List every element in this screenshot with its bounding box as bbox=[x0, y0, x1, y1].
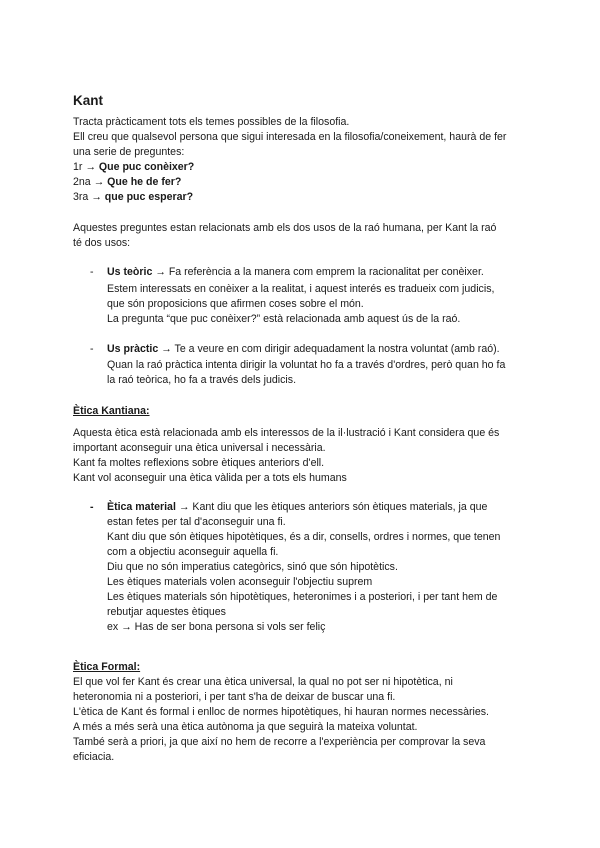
question-2 bbox=[73, 175, 181, 190]
etica-material-line-7: rebutjar aquestes ètiques bbox=[107, 606, 226, 618]
us-practic-heading bbox=[107, 342, 500, 357]
etica-formal-line-6: eficiacia. bbox=[73, 751, 115, 763]
us-practic-line-2: la raó teòrica, ho fa a través dels judicis. bbox=[107, 374, 297, 386]
question-2-prefix: 2na → bbox=[73, 176, 108, 188]
etica-material-line-3: com a objectiu aconseguir aquella fi. bbox=[107, 546, 279, 558]
us-teoric-label: Us teòric bbox=[107, 266, 153, 278]
question-1 bbox=[73, 160, 194, 175]
etica-material-line-4: Diu que no són imperatius categòrics, sinó que són hipotètics. bbox=[107, 561, 398, 573]
etica-kantiana-line-1: Aquesta ètica està relacionada amb els interessos de la il·lustració i Kant considera que és bbox=[73, 427, 500, 439]
uses-intro-line-2: té dos usos: bbox=[73, 237, 131, 249]
bullet-dash: - bbox=[90, 266, 94, 278]
us-teoric-line-2: que són proposicions que afirmen coses sobre el món. bbox=[107, 298, 364, 310]
etica-formal-line-2: heteronomia ni a posteriori, i per tant s'ha de deixar de buscar una fi. bbox=[73, 691, 396, 703]
us-practic-label: Us pràctic bbox=[107, 343, 159, 355]
etica-formal-line-4: A més a més serà una ètica autònoma ja que seguirà la mateixa voluntat. bbox=[73, 721, 418, 733]
etica-material-line-2: Kant diu que són ètiques hipotètiques, és a dir, consells, ordres i normes, que tenen bbox=[107, 531, 501, 543]
us-teoric-rest: → Fa referència a la manera com emprem la racionalitat per conèixer. bbox=[152, 266, 484, 278]
etica-material-label: Ètica material bbox=[107, 501, 176, 513]
etica-material-line-1: estan fetes per tal d'aconseguir una fi. bbox=[107, 516, 286, 528]
intro-line-3: una serie de preguntes: bbox=[73, 146, 185, 158]
intro-line-1: Tracta pràcticament tots els temes possibles de la filosofia. bbox=[73, 116, 350, 128]
etica-material-line-5: Les ètiques materials volen aconseguir l'objectiu suprem bbox=[107, 576, 373, 588]
question-3-text: que puc esperar? bbox=[104, 191, 194, 203]
question-1-prefix: 1r → bbox=[73, 161, 99, 173]
bullet-dash: - bbox=[90, 501, 94, 513]
etica-formal-line-1: El que vol fer Kant és crear una ètica universal, la qual no pot ser ni hipotètica, ni bbox=[73, 676, 453, 688]
question-1-text: Que puc conèixer? bbox=[98, 161, 195, 173]
etica-material-rest: → Kant diu que les ètiques anteriors són ètiques materials, ja que bbox=[175, 501, 488, 513]
us-teoric-line-3: La pregunta “que puc conèixer?” està relacionada amb aquest ús de la raó. bbox=[107, 313, 461, 325]
bullet-dash: - bbox=[90, 343, 94, 355]
us-practic-line-1: Quan la raó pràctica intenta dirigir la voluntat ho fa a través d'ordres, però quan ho fa bbox=[107, 359, 506, 371]
question-3 bbox=[73, 190, 193, 205]
us-teoric-line-1: Estem interessats en conèixer a la realitat, i aquest interés es tradueix com judicis, bbox=[107, 283, 495, 295]
uses-intro-line-1: Aquestes preguntes estan relacionats amb els dos usos de la raó humana, per Kant la raó bbox=[73, 222, 497, 234]
us-practic-rest: → Te a veure en com dirigir adequadament la nostra voluntat (amb raó). bbox=[158, 343, 500, 355]
etica-kantiana-line-3: Kant fa moltes reflexions sobre ètiques anteriors d'ell. bbox=[73, 457, 325, 469]
page-title: Kant bbox=[73, 93, 103, 108]
question-2-text: Que he de fer? bbox=[107, 176, 182, 188]
etica-formal-line-3: L'ètica de Kant és formal i enlloc de normes hipotètiques, hi hauran normes necessàries. bbox=[73, 706, 489, 718]
etica-material-line-6: Les ètiques materials són hipotètiques, heteronimes i a posteriori, i per tant hem de bbox=[107, 591, 498, 603]
etica-material-line-8: ex → Has de ser bona persona si vols ser feliç bbox=[107, 621, 326, 633]
question-3-prefix: 3ra → bbox=[73, 191, 105, 203]
section-heading-etica-formal: Ètica Formal: bbox=[73, 661, 141, 673]
etica-formal-line-5: També serà a priori, ja que així no hem de recorre a l'experiència per comprovar la seva bbox=[73, 736, 486, 748]
etica-material-heading bbox=[107, 500, 487, 515]
intro-line-2: Ell creu que qualsevol persona que sigui interesada en la filosofia/coneixement, haurà de fer bbox=[73, 131, 507, 143]
us-teoric-heading bbox=[107, 265, 484, 280]
etica-kantiana-line-2: important aconseguir una ètica universal i necessària. bbox=[73, 442, 326, 454]
section-heading-etica-kantiana: Ètica Kantiana: bbox=[73, 405, 150, 417]
etica-kantiana-line-4: Kant vol aconseguir una ètica vàlida per a tots els humans bbox=[73, 472, 347, 484]
